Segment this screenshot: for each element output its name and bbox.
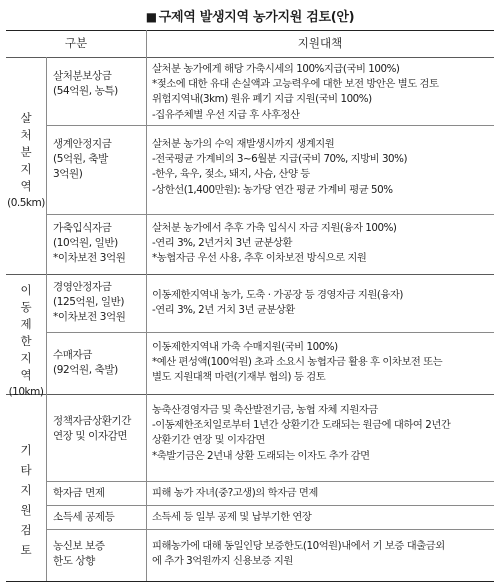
group-divider [6,394,494,395]
group-label-restriction: 이 동 제 한 지 역 (10km) [8,283,44,398]
support-table [6,30,494,582]
row-detail-credit-guarantee: 피해농가에 대해 동일인당 보증한도(10억원)내에서 기 보증 대출금외 에 추가 3억원까지 신용보증 지원 [152,540,445,568]
row-detail-management-fund: 이동제한지역내 농가, 도축 · 가공장 등 경영자금 지원(융자) -연리 3%, 2년 거치 3년 균분상환 [152,289,403,317]
row-detail-living-stability: 살처분 농가의 수익 재발생시까지 생계지원 -전국평균 가계비의 3~6월분 지급(국비 70%, 지방비 30%) -한우, 육우, 젖소, 돼지, 사슴, 산양 등 -상한선(1,400만원): 농가당 연간 평균 가계비 평균 50% [152,138,408,196]
row-label-living-stability: 생계안정지금 (5억원, 축발 3억원) [53,138,112,180]
header-category: 구분 [64,36,88,50]
row-divider [46,481,494,482]
row-detail-tax-deduction: 소득세 등 일부 공제 및 납부기한 연장 [152,511,312,523]
title-square-marker: ■ [145,10,157,24]
group-divider [6,274,494,275]
row-label-tax-deduction: 소득세 공제등 [53,511,115,523]
title-text: 구제역 발생지역 농가지원 검토(안) [158,10,355,25]
document-title [0,6,500,25]
row-divider [46,529,494,530]
row-detail-culling-compensation: 살처분 농가에게 해당 가축시세의 100%지급(국비 100%) *젖소에 대한 유대 손실액과 고능력우에 대한 보전 방안은 별도 검토 위험지역내(3km) 원유 폐기 지급 지원(국비 100%) -집유주체별 우선 지급 후 사후정산 [152,63,439,121]
row-detail-tuition-waiver: 피해 농가 자녀(중?고생)의 학자금 면제 [152,487,318,499]
row-label-credit-guarantee: 농신보 보증 한도 상향 [53,540,105,567]
row-label-culling-compensation: 살처분보상금 (54억원, 농특) [53,70,118,97]
row-divider [46,214,494,215]
table-bottom-border [6,581,494,582]
row-detail-loan-extension: 농축산경영자금 및 축산발전기금, 농협 자체 지원자금 -이동제한조치일로부터 1년간 상환기간 도래되는 원금에 대하여 2년간 상환기간 연장 및 이자감면 *축발기금은 2년내 상환 도래되는 이자도 추가 감면 [152,404,451,462]
row-divider [46,505,494,506]
row-label-management-fund: 경영안정자금 (125억원, 일반) *이차보전 3억원 [53,281,126,323]
header-divider [6,57,494,58]
row-detail-purchase-fund: 이동제한지역내 가축 수매지원(국비 100%) *예산 편성액(100억원) 초과 소요시 농협자금 활용 후 이차보전 또는 별도 지원대책 마련(기재부 협의) 등 검토 [152,341,443,384]
group-label-other: 기 타 지 원 검 토 [20,443,32,557]
row-divider [46,332,494,333]
header-measure: 지원대책 [297,36,343,50]
row-label-restocking-fund: 가축입식자금 (10억원, 일반) *이차보전 3억원 [53,222,126,264]
row-detail-restocking-fund: 살처분 농가에서 추후 가축 입식시 자금 지원(융자 100%) -연리 3%, 2년거치 3년 균분상환 *농협자금 우선 사용, 추후 이차보전 방식으로 지원 [152,222,397,265]
row-label-purchase-fund: 수매자금 (92억원, 축발) [53,349,118,376]
group-label-culling: 살 처 분 지 역 (0.5km) [7,111,45,209]
row-label-loan-extension: 정책자금상환기간 연장 및 이자감면 [53,415,131,442]
detail-column-divider [146,30,147,581]
row-divider [46,125,494,126]
group-column-divider [46,57,47,581]
row-label-tuition-waiver: 학자금 면제 [53,487,105,499]
